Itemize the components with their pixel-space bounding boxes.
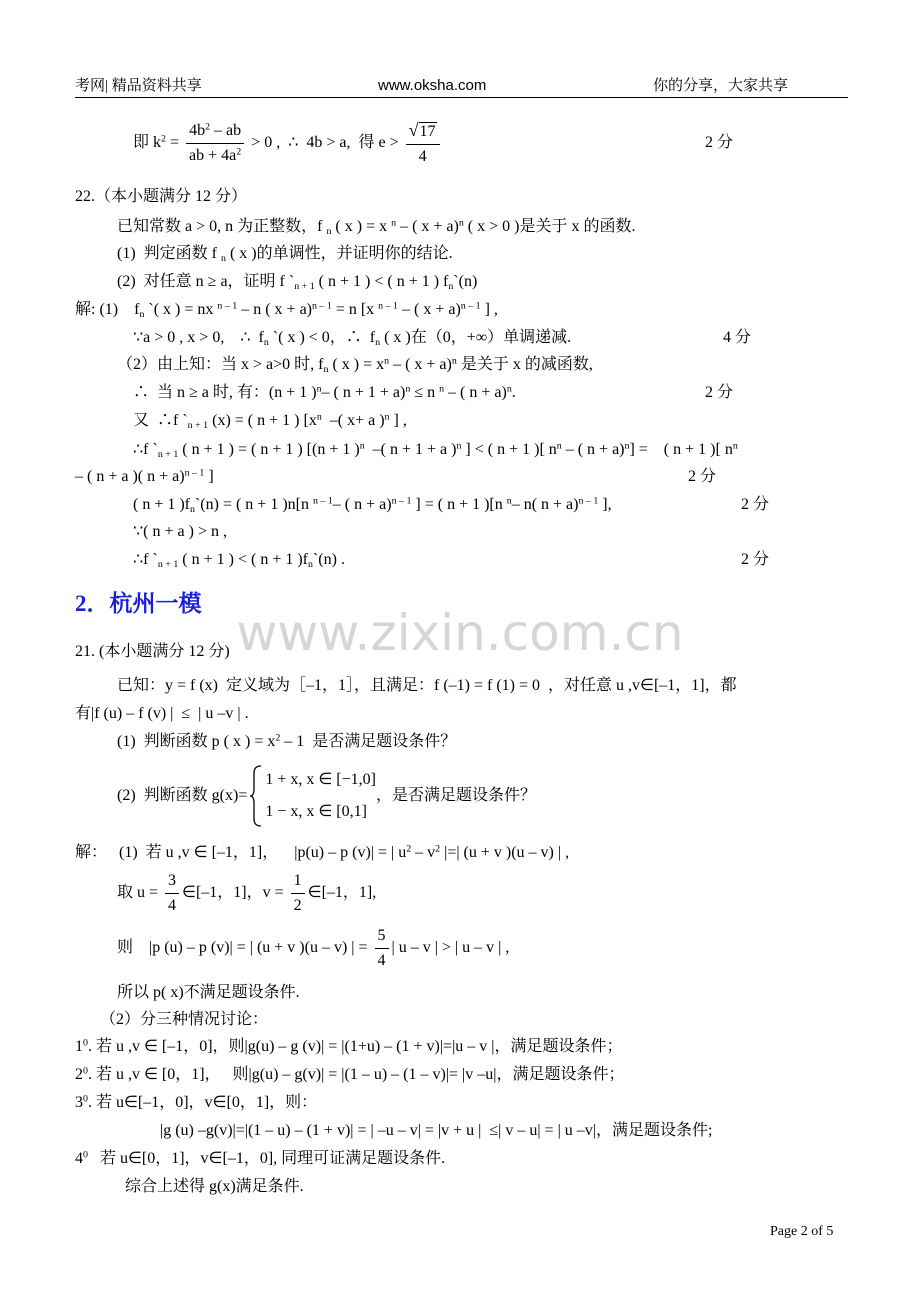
superscript: n [506, 383, 512, 395]
text-run: – n( n + a) [511, 496, 579, 513]
superscript: n [556, 440, 562, 452]
denominator: 4 [418, 147, 427, 165]
text-run: ] < ( n + 1 )[ n [461, 441, 557, 458]
solution-22-line [133, 494, 612, 516]
line-text [117, 354, 593, 376]
superscript: n [451, 355, 457, 367]
question-prefix: (2) 判断函数 g(x)= [117, 787, 248, 804]
score-label: 2 分 [688, 468, 717, 485]
line-text [75, 1064, 624, 1086]
text-run: 是关于 x 的减函数, [456, 356, 593, 373]
left-brace-icon [249, 765, 263, 827]
text-run: ] = ( n + 1 )[ n [629, 441, 733, 458]
text-run: 若 u∈[0，1]，v∈[–1，0], 同理可证满足题设条件. [87, 1150, 446, 1167]
line-prefix: 则 |p (u) – p (v)| = | (u + v )(u – v) | = [117, 939, 372, 956]
text-run: – ( n + a) [332, 496, 392, 513]
superscript: n – 1 [184, 467, 205, 479]
text-run: – ( x + a) [396, 218, 459, 235]
text-run: 3 [75, 1094, 83, 1111]
fraction [375, 926, 389, 971]
case-line [75, 1036, 623, 1058]
text-run: ( n + 1 )f [133, 496, 191, 513]
denominator [186, 144, 244, 166]
piecewise-case: 1 − x, x ∈ [0,1] [265, 803, 367, 820]
numerator [406, 120, 440, 145]
line-text [133, 494, 612, 516]
text-run: ≤ n [410, 384, 440, 401]
line-text [75, 842, 569, 864]
problem-21-given: 已知：y = f (x) 定义域为［–1，1］，且满足：f (–1) = f (1) = 0 ，对任意 u ,v∈[–1，1]，都 [117, 677, 737, 694]
superscript: 2 [275, 732, 281, 744]
superscript: n – 1 [460, 300, 481, 312]
line-prefix: 取 u = [117, 884, 163, 901]
text-run: 解： (1) 若 u ,v ∈ [–1，1]， |p(u) – p (v)| = | u [75, 844, 407, 861]
eq-middle: > 0 , ∴ 4b > a, 得 e > [247, 134, 403, 151]
text-run: `(n) [453, 273, 478, 290]
subscript: n [448, 280, 454, 292]
subscript: n [326, 225, 332, 237]
subscript: n [263, 336, 269, 348]
text-run: – ( x + a) [389, 356, 452, 373]
superscript: 2 [236, 146, 242, 158]
text-run: ( x ) = x [331, 218, 392, 235]
piecewise-cases [265, 764, 376, 828]
text-run: ] [204, 468, 214, 485]
solution-21-line [75, 842, 569, 864]
text-run: – ( n + 1 + a) [321, 384, 406, 401]
line-text [117, 216, 635, 238]
case-line [75, 1148, 445, 1170]
line-text [117, 243, 453, 265]
text-run: 已知常数 a > 0, n 为正整数，f [117, 218, 327, 235]
text-run: ( n + 1 ) < ( n + 1 ) f [314, 273, 449, 290]
line-text [133, 521, 227, 543]
denominator: 2 [293, 896, 302, 914]
superscript: n – 1 [312, 495, 333, 507]
text-run: （2）由上知：当 x > a>0 时, f [117, 356, 324, 373]
text-run: (1) 判断函数 p ( x ) = x [117, 733, 276, 750]
conclusion-line: 综合上述得 g(x)满足条件. [125, 1178, 304, 1195]
superscript: n [316, 411, 322, 423]
subscript: n + 1 [294, 280, 315, 292]
line-text [133, 549, 345, 571]
solution-21-line: 所以 p( x)不满足题设条件. [117, 984, 300, 1001]
header-rule [75, 97, 848, 98]
subscript: n + 1 [157, 448, 179, 460]
line-text [133, 410, 407, 432]
text-run: = [165, 134, 183, 151]
sqrt-fraction [406, 120, 440, 167]
problem-22-given [117, 216, 635, 238]
line-suffix: | u – v | > | u – v | , [391, 939, 510, 956]
fraction [186, 121, 244, 166]
text-run: ( x ) = x [328, 356, 385, 373]
text-run: ( x > 0 )是关于 x 的函数. [463, 218, 636, 235]
superscript: n [405, 383, 411, 395]
text-run: 4 [75, 1150, 83, 1167]
text-run: 又 ∴f ` [133, 412, 188, 429]
subscript: n + 1 [157, 558, 179, 570]
line-text [75, 466, 214, 488]
text-run: ( x )在（0，+∞）单调递减. [380, 329, 572, 346]
text-run: – v [411, 844, 436, 861]
numerator [186, 121, 244, 144]
line-text [133, 327, 571, 349]
superscript: 2 [435, 843, 441, 855]
solution-22-line [117, 354, 593, 376]
line-text [75, 1092, 317, 1114]
subscript: n [308, 558, 313, 570]
superscript: 2 [406, 843, 412, 855]
text-run: . [511, 384, 516, 401]
line-text [133, 439, 738, 461]
text-run: ( n + 1 ) = ( n + 1 ) [(n + 1 ) [178, 441, 360, 458]
superscript: 0 [83, 1037, 88, 1049]
text-run: – n ( x + a) [237, 301, 312, 318]
line-text [117, 731, 456, 753]
solution-22-line [133, 382, 516, 404]
text-run: ( x )的单调性，并证明你的结论. [225, 245, 453, 262]
superscript: n – 1 [578, 495, 599, 507]
text-run: – ab [210, 121, 242, 139]
solution-22-line [133, 327, 571, 349]
solution-22-line [133, 410, 407, 432]
problem-21-given-cont: 有|f (u) – f (v) | ≤ | u –v | . [75, 705, 249, 722]
superscript: n [316, 383, 322, 395]
watermark: www.zixin.com.cn [236, 604, 684, 662]
solution-21-line [117, 871, 377, 914]
text-run: `(n) = ( n + 1 )n[n [194, 496, 313, 513]
problem-22-question-1 [117, 243, 453, 265]
subscript: n [190, 503, 195, 515]
solution-22-line [133, 521, 227, 543]
superscript: 0 [83, 1149, 88, 1161]
solution-22-line [75, 299, 498, 321]
superscript: 2 [205, 121, 211, 133]
subscript: n [139, 308, 145, 320]
text-run: ] , [480, 301, 498, 318]
text-run: –( n + 1 + a ) [364, 441, 457, 458]
superscript: n [456, 440, 462, 452]
text-run: ∵a > 0 , x > 0, ∴ f [133, 329, 264, 346]
numerator: 1 [291, 871, 305, 894]
piecewise-case: 1 + x, x ∈ [−1,0] [265, 771, 376, 788]
superscript: 2 [161, 133, 166, 145]
text-run: ( n + 1 ) < ( n + 1 )f [178, 551, 309, 568]
superscript: n [458, 217, 464, 229]
fraction [291, 871, 305, 916]
subscript: n [221, 252, 226, 264]
subscript: n [323, 363, 329, 375]
eq-prefix [133, 132, 183, 154]
problem-22-title: 22.（本小题满分 12 分） [75, 188, 248, 205]
superscript: n – 1 [312, 300, 332, 312]
text-run: = n [x [331, 301, 379, 318]
superscript: n [439, 383, 445, 395]
text-run: . 若 u ,v ∈ [0，1]， 则|g(u) – g(v)| = |(1 – u) – (1 – v)|= |v –u|，满足题设条件； [87, 1066, 625, 1083]
text-run: (x) = ( n + 1 ) [x [208, 412, 317, 429]
subscript: n + 1 [187, 419, 209, 431]
text-run: ∴f ` [133, 551, 158, 568]
score-label: 2 分 [741, 496, 770, 513]
text-run: – ( n + a )( n + a) [75, 468, 185, 485]
text-run: `(n) . [312, 551, 345, 568]
text-run: 1 [75, 1038, 83, 1055]
superscript: n – 1 [391, 495, 412, 507]
superscript: n – 1 [378, 300, 398, 312]
text-run: – ( n + a) [561, 441, 625, 458]
score-label: 4 分 [723, 329, 752, 346]
line-text [133, 382, 516, 404]
denominator: 4 [377, 951, 386, 969]
text-run: – ( x + a) [397, 301, 461, 318]
denominator: 4 [168, 896, 177, 914]
line-text [75, 1036, 623, 1058]
solution-21-line: （2）分三种情况讨论： [100, 1011, 269, 1028]
text-run: (1) 判定函数 f [117, 245, 221, 262]
score-label: 2 分 [705, 134, 734, 151]
text-run: (2) 对任意 n ≥ a，证明 f ` [117, 273, 295, 290]
superscript: n [359, 440, 365, 452]
score-label: 2 分 [741, 551, 770, 568]
text-run: |=| (u + v )(u – v) | , [440, 844, 570, 861]
fraction [165, 871, 179, 916]
solution-22-line [133, 439, 738, 461]
text-run: ∴f ` [133, 441, 158, 458]
text-run: ∵( n + a ) > n , [133, 523, 227, 540]
text-run: –( x+ a ) [321, 412, 385, 429]
subscript: n [375, 336, 381, 348]
case-line [75, 1092, 317, 1114]
superscript: 0 [83, 1065, 88, 1077]
text-run: `( x ) < 0，∴ f [268, 329, 376, 346]
text-run: ] = ( n + 1 )[n [411, 496, 507, 513]
problem-21-title: 21. (本小题满分 12 分) [75, 643, 230, 660]
radical-sign-icon: √ [408, 119, 419, 140]
text-run: ∴ 当 n ≥ a 时, 有：(n + 1 ) [133, 384, 317, 401]
text-run: ab + 4a [189, 146, 237, 164]
text-run: – ( n + a) [444, 384, 507, 401]
text-run: . 若 u∈[–1，0]，v∈[0，1]，则： [87, 1094, 318, 1111]
numerator: 3 [165, 871, 179, 894]
superscript: n [624, 440, 630, 452]
superscript: n – 1 [217, 300, 238, 312]
eccentricity-line [133, 119, 443, 165]
text-run: ] , [389, 412, 407, 429]
problem-21-question-2 [117, 771, 536, 820]
superscript: n [506, 495, 512, 507]
text-run: . 若 u ,v ∈ [–1，0]，则|g(u) – g (v)| = |(1+u) – (1 + v)|=|u – v |，满足题设条件； [87, 1038, 623, 1055]
superscript: n [732, 440, 738, 452]
text-run: – 1 是否满足题设条件？ [280, 733, 457, 750]
text-run: 4b [189, 121, 206, 139]
text-run: 即 k [133, 134, 162, 151]
line-text [117, 271, 477, 293]
text-run: `( x ) = nx [144, 301, 218, 318]
header-site-name: 考网| 精品资料共享 [75, 78, 202, 94]
text-run: 解: (1) f [75, 301, 140, 318]
superscript: 0 [83, 1093, 88, 1105]
numerator: 5 [375, 926, 389, 949]
superscript: n [391, 217, 397, 229]
line-middle: ∈[–1，1]，v = [182, 884, 288, 901]
solution-21-line [117, 926, 510, 969]
text-run: ], [598, 496, 612, 513]
line-text [75, 1148, 445, 1170]
problem-22-question-2 [117, 271, 477, 293]
problem-21-question-1 [117, 731, 456, 753]
text-run: 2 [75, 1066, 83, 1083]
header-slogan: 你的分享，大家共享 [653, 78, 789, 94]
section-heading: 2．杭州一模 [75, 591, 202, 616]
solution-22-line [133, 549, 345, 571]
solution-22-line [75, 466, 214, 488]
case-line [75, 1064, 624, 1086]
header-url[interactable]: www.oksha.com [378, 77, 487, 94]
page-number: Page 2 of 5 [770, 1224, 834, 1239]
line-suffix: ∈[–1，1], [307, 884, 377, 901]
superscript: n [384, 355, 390, 367]
score-label: 2 分 [705, 384, 734, 401]
line-text [75, 299, 498, 321]
radicand: 17 [419, 122, 436, 140]
case-line-detail: |g (u) –g(v)|=|(1 – u) – (1 + v)| = | –u – v| = |v + u | ≤| v – u| = | u –v|，满足题设条件; [160, 1122, 713, 1139]
superscript: n [384, 411, 390, 423]
question-suffix: ，是否满足题设条件？ [375, 787, 536, 804]
